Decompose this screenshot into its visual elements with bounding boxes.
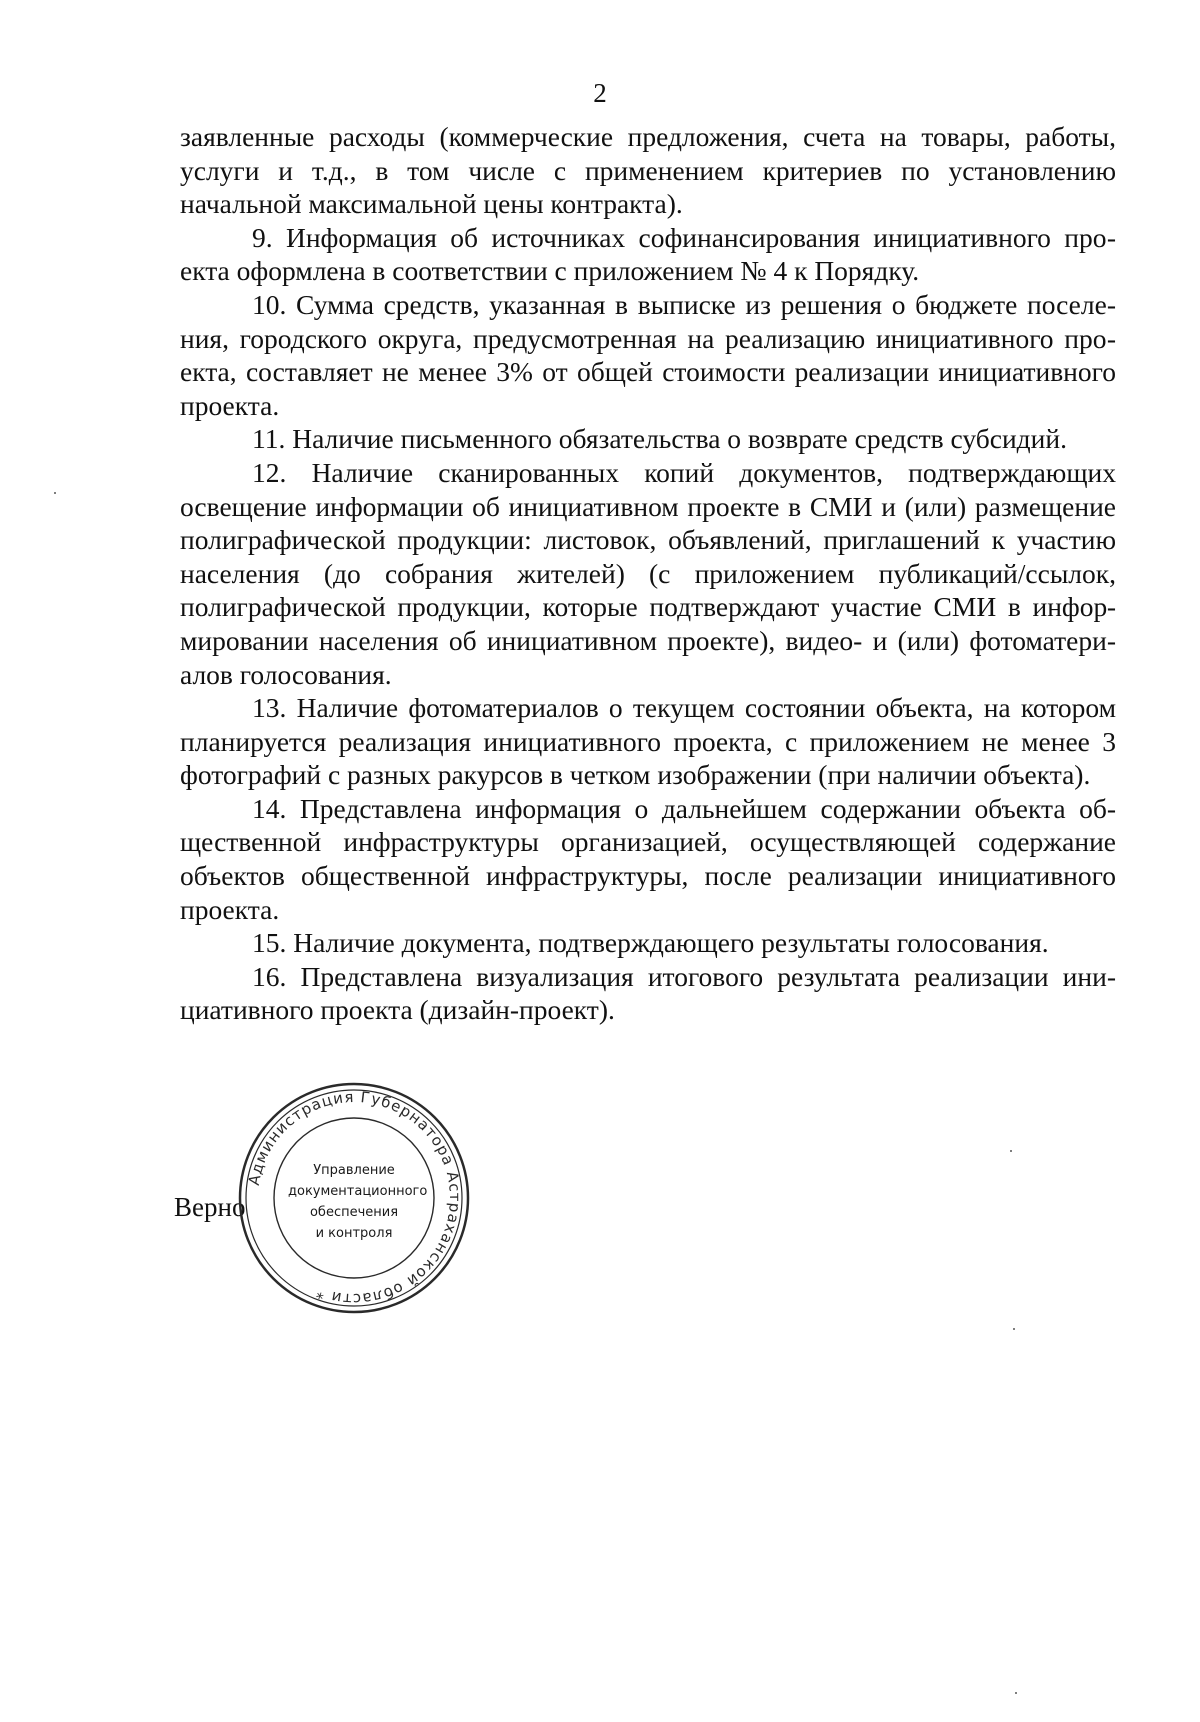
stamp-outer-text: Администрация Губернатора Астраханской области *: [244, 1087, 465, 1309]
text-line: мировании населения об инициативном проекте), видео- и (или) фотоматери: [180, 624, 1116, 656]
stamp-line: документационного: [288, 1184, 428, 1199]
text-line: щественной инфраструктуры организацией, осуществляющей содержание: [180, 826, 1116, 858]
text-line: екта оформлена в соответствии с приложением № 4 к Порядку.: [180, 255, 920, 287]
text-line: 14. Представлена информация о дальнейшем содержании объекта об: [252, 792, 1116, 824]
text-line: проекта.: [180, 389, 280, 421]
text-line: освещение информации об инициативном проекте в СМИ и (или) размеще: [180, 490, 1075, 522]
paragraph-item-14: [180, 792, 1116, 926]
text-line: 16. Представлена визуализация итогового результата реализации ини: [252, 960, 1116, 992]
signature-area: [150, 1080, 490, 1330]
text-line: объектов общественной инфраструктуры, после реализации инициативного: [180, 860, 1116, 892]
verno-label: Верно: [174, 1192, 246, 1222]
stamp-inner-text: [288, 1160, 428, 1244]
official-stamp: [236, 1080, 472, 1316]
text-line: 15. Наличие документа, подтверждающего результаты голосования.: [252, 927, 1049, 959]
paragraph-item-15: [180, 926, 1116, 960]
paragraph-item-9: [180, 221, 1116, 288]
text-line: полиграфической продукции, которые подтверждают участие СМИ в инфор: [180, 591, 1116, 623]
scan-speck: [54, 492, 56, 494]
text-line: заявленные расходы (коммерческие предложения, счета на товары, работы,: [180, 121, 1116, 152]
stamp-line: Управление: [313, 1163, 395, 1178]
text-line: 3 фотографий с разных ракурсов в четком изображении (при наличии объек: [180, 725, 1116, 791]
text-line: 11. Наличие письменного обязательства о возврате средств субсидий.: [252, 423, 1067, 455]
paragraph-item-11: [180, 422, 1116, 456]
text-line: планируется реализация инициативного проекта, с приложением не менее: [180, 725, 1103, 757]
text-line: проекта.: [180, 893, 280, 925]
text-line: та).: [1049, 759, 1091, 791]
text-line: ние полиграфической продукции: листовок, объявлений, приглашений к уча: [180, 490, 1116, 556]
paragraph-item-16: [180, 960, 1116, 1027]
text-line: 12. Наличие сканированных копий документов, подтверждающих: [252, 456, 1116, 488]
text-line: екта, составляет не менее 3% от общей стоимости реализации инициативного: [180, 356, 1116, 388]
paragraph-item-12: [180, 456, 1116, 691]
page-number: 2: [593, 78, 607, 108]
text-line: начальной максимальной цены контракта).: [180, 188, 683, 220]
paragraph-item-13: [180, 691, 1116, 792]
stamp-line: обеспечения: [309, 1205, 399, 1220]
paragraph-item-10: [180, 288, 1116, 422]
text-line: 13. Наличие фотоматериалов о текущем состоянии объекта, на котором: [252, 692, 1116, 724]
text-line: циативного проекта (дизайн-проект).: [180, 994, 615, 1026]
document-body: [180, 120, 1116, 1027]
scan-speck: [1010, 1150, 1012, 1152]
text-line: стию населения (до собрания жителей) (с приложением публикаций/ссылок,: [180, 524, 1116, 589]
text-line: 10. Сумма средств, указанная в выписке из решения о бюджете поселе: [252, 288, 1116, 320]
scan-speck: [1013, 1328, 1015, 1330]
paragraph-continuation: [180, 120, 1116, 221]
text-line: 9. Информация об источниках софинансирования инициативного про: [252, 221, 1116, 253]
scan-speck: [1015, 1692, 1017, 1694]
text-line: услуги и т.д., в том числе с применением критериев по установлению: [180, 154, 1116, 186]
stamp-line: и контроля: [315, 1226, 393, 1241]
text-line: ния, городского округа, предусмотренная на реализацию инициативного про: [180, 322, 1116, 354]
text-line: алов голосования.: [180, 658, 392, 690]
